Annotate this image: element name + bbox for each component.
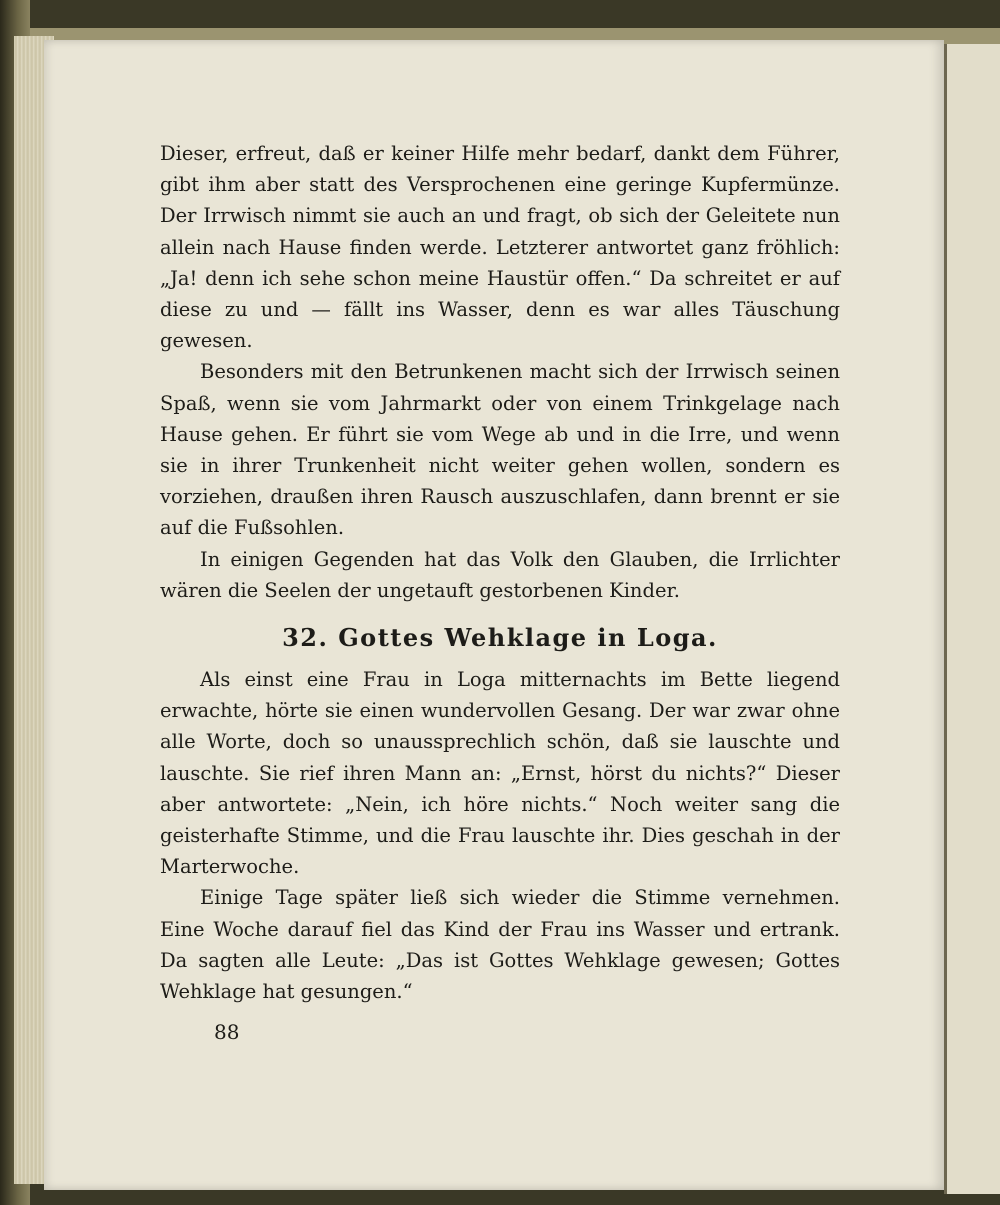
paragraph-irrlichter: In einigen Gegenden hat das Volk den Glauben, die Irrlichter wären die Seelen der ungetauft gestorbenen Kinder. bbox=[160, 547, 840, 602]
paragraph-gesang: Als einst eine Frau in Loga mitternachts im Bette liegend erwachte, hörte sie einen wundervollen Gesang. Der war zwar ohne alle Worte, doch so unaussprechlich schön, daß sie lauschte und lauschte. Sie rief ihren Mann an: „Ernst, hörst du nichts?“ Dieser aber antwortete: „Nein, ich höre nichts.“ Noch weiter sang die geisterhafte Stimme, und die Frau lauschte ihr. Dies geschah in der Marterwoche. bbox=[160, 668, 840, 879]
paragraph-einige-tage: Einige Tage später ließ sich wieder die Stimme vernehmen. Eine Woche darauf fiel das Kind der Frau ins Wasser und ertrank. Da sagten alle Leute: „Das ist Gottes Wehklage gewesen; Gottes Wehklage hat gesungen.“ bbox=[160, 886, 840, 1004]
page-number: 88 bbox=[214, 1020, 240, 1044]
page-text-block bbox=[160, 138, 840, 1007]
adjacent-page-edge bbox=[944, 44, 1000, 1194]
paragraph-continuation: Dieser, erfreut, daß er keiner Hilfe mehr bedarf, dankt dem Führer, gibt ihm aber statt des Versprochenen eine geringe Kupfermünze. Der Irrwisch nimmt sie auch an und fragt, ob sich der Geleitete nun allein nach Hause finden werde. Letzterer antwortet ganz fröhlich: „Ja! denn ich sehe schon meine Haustür offen.“ Da schreitet er auf diese zu und — fällt ins Wasser, denn es war alles Täuschung gewesen. bbox=[160, 142, 840, 353]
chapter-heading: 32. Gottes Wehklage in Loga. bbox=[282, 623, 718, 653]
paragraph-betrunkene: Besonders mit den Betrunkenen macht sich der Irrwisch seinen Spaß, wenn sie vom Jahrmarkt oder von einem Trinkgelage nach Hause gehen. Er führt sie vom Wege ab und in die Irre, und wenn sie in ihrer Trunkenheit nicht weiter gehen wollen, sondern es vorziehen, draußen ihren Rausch auszuschlafen, dann brennt er sie auf die Fußsohlen. bbox=[160, 360, 840, 540]
